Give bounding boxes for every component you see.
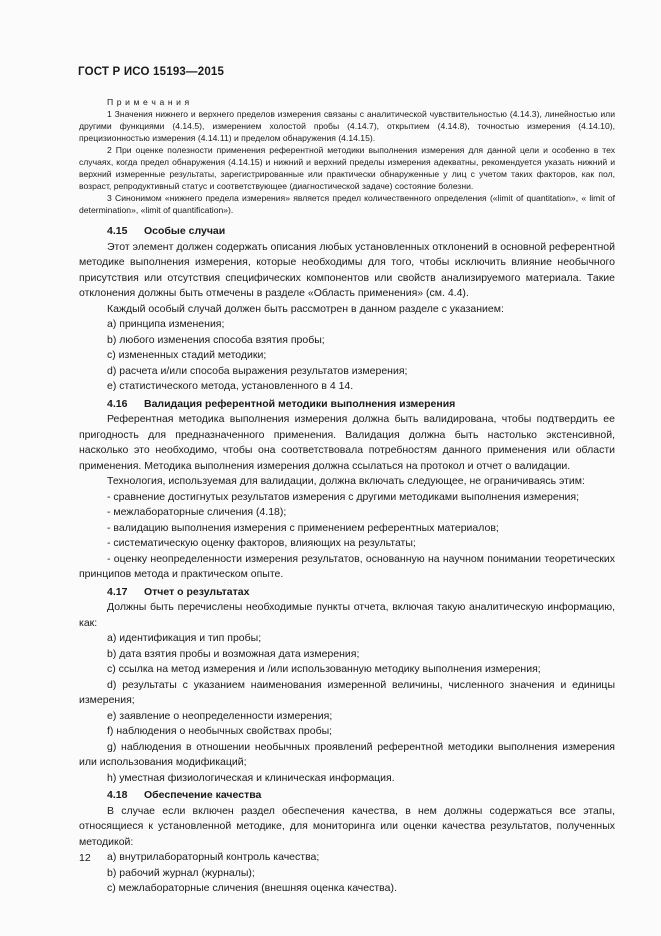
page-number: 12: [79, 852, 91, 864]
list-item: a) идентификация и тип пробы;: [107, 632, 262, 645]
section-heading-4-15: 4.15 Особые случаи: [107, 225, 226, 238]
section-heading-4-17: 4.17 Отчет о результатах: [107, 585, 250, 598]
main-text: [79, 224, 615, 897]
paragraph: Технология, используемая для валидации, должна включать следующее, не ограничиваясь этим:: [107, 475, 585, 488]
paragraph: Каждый особый случай должен быть рассмотрен в данном разделе с указанием:: [107, 302, 504, 315]
list-item: g) наблюдения в отношении необычных проявлений референтной методики выполнения измерения или использования модификаций;: [79, 740, 615, 769]
section-heading-4-18: 4.18 Обеспечение качества: [107, 789, 262, 802]
paragraph: Должны быть перечислены необходимые пункты отчета, включая такую аналитическую информацию, как:: [79, 601, 615, 629]
paragraph: В случае если включен раздел обеспечения качества, в нем должны содержаться все этапы, относящиеся к установленной методике, для мониторинга или оценки качества результатов, полученных методикой:: [79, 804, 615, 848]
page-content: [79, 96, 615, 897]
list-item: - сравнение достигнутых результатов измерения с другими методиками выполнения измерения;: [107, 490, 579, 503]
list-item: a) принципа изменения;: [107, 318, 225, 331]
list-item: h) уместная физиологическая и клиническая информация.: [107, 771, 395, 784]
list-item: - валидацию выполнения измерения с применением референтных материалов;: [107, 521, 499, 534]
note-1: 1 Значения нижнего и верхнего пределов измерения связаны с аналитической чувствительностью (4.14.3), линейностью или другими функциями (4.14.5), измерением холостой пробы (4.14.7), открытием (4.14.8), точностью измерения (4.14.10), прецизионностью измерения (4.14.11) и пределом обнаружения (4.14.15).: [79, 109, 615, 144]
list-item: e) заявление о неопределенности измерения;: [107, 709, 333, 722]
list-item: - систематическую оценку факторов, влияющих на результаты;: [107, 537, 416, 550]
list-item: d) расчета и/или способа выражения результатов измерения;: [107, 364, 408, 377]
notes-block: [79, 96, 615, 216]
note-2: 2 При оценке полезности применения референтной методики выполнения измерения для данной цели и особенно в тех случаях, когда предел обнаружения (4.14.15) и нижний и верхний пределы измерения адекватны, рекомендуется указать нижний и верхний измеренные результаты, зарегистрированные или практически обнаруженные у лиц с учетом таких факторов, как пол, возраст, репродуктивный статус и соответствующее (диагностической задаче) состояние болезни.: [79, 145, 615, 192]
paragraph: Этот элемент должен содержать описания любых установленных отклонений в основной референтной методике выполнения измерения, которые необходимы для того, чтобы исключить влияние необычного присутствия или отсутствия специфических компонентов или свойств анализируемого материала. Такие отклонения должны быть отмечены в разделе «Область применения» (см. 4.4).: [79, 240, 615, 300]
list-item: f) наблюдения о необычных свойствах пробы;: [107, 725, 333, 738]
section-heading-4-16: 4.16 Валидация референтной методики выполнения измерения: [107, 397, 456, 410]
list-item: c) ссылка на метод измерения и /или использованную методику выполнения измерения;: [107, 663, 541, 676]
list-item: - межлабораторные сличения (4.18);: [107, 506, 287, 519]
list-item: c) межлабораторные сличения (внешняя оценка качества).: [107, 882, 397, 895]
list-item: b) дата взятия пробы и возможная дата измерения;: [107, 647, 360, 660]
notes-title: П р и м е ч а н и я: [107, 97, 190, 107]
note-3: 3 Синонимом «нижнего предела измерения» является предел количественного определения («limit of quantitation», « limit of determination», «limit of quantification»).: [79, 193, 615, 216]
list-item: e) статистического метода, установленного в 4 14.: [107, 380, 354, 393]
document-header: ГОСТ Р ИСО 15193—2015: [78, 66, 225, 78]
list-item: - оценку неопределенности измерения результатов, основанную на научном понимании теоретических принципов метода и практическом опыте.: [79, 552, 615, 581]
paragraph: Референтная методика выполнения измерения должна быть валидирована, чтобы подтвердить ее пригодность для предназначенного применения. Валидация должна быть настолько экстенсивной, насколько это необходимо, чтобы она соответствовала потребностям данного применения или области применения. Методика выполнения измерения должна ссылаться на протокол и отчет о валидации.: [79, 413, 615, 472]
list-item: b) рабочий журнал (журналы);: [107, 866, 255, 879]
list-item: a) внутрилабораторный контроль качества;: [107, 851, 320, 864]
list-item: c) измененных стадий методики;: [107, 349, 267, 362]
list-item: d) результаты с указанием наименования измеренной величины, численного значения и единицы измерения;: [79, 678, 615, 707]
list-item: b) любого изменения способа взятия пробы;: [107, 333, 325, 346]
